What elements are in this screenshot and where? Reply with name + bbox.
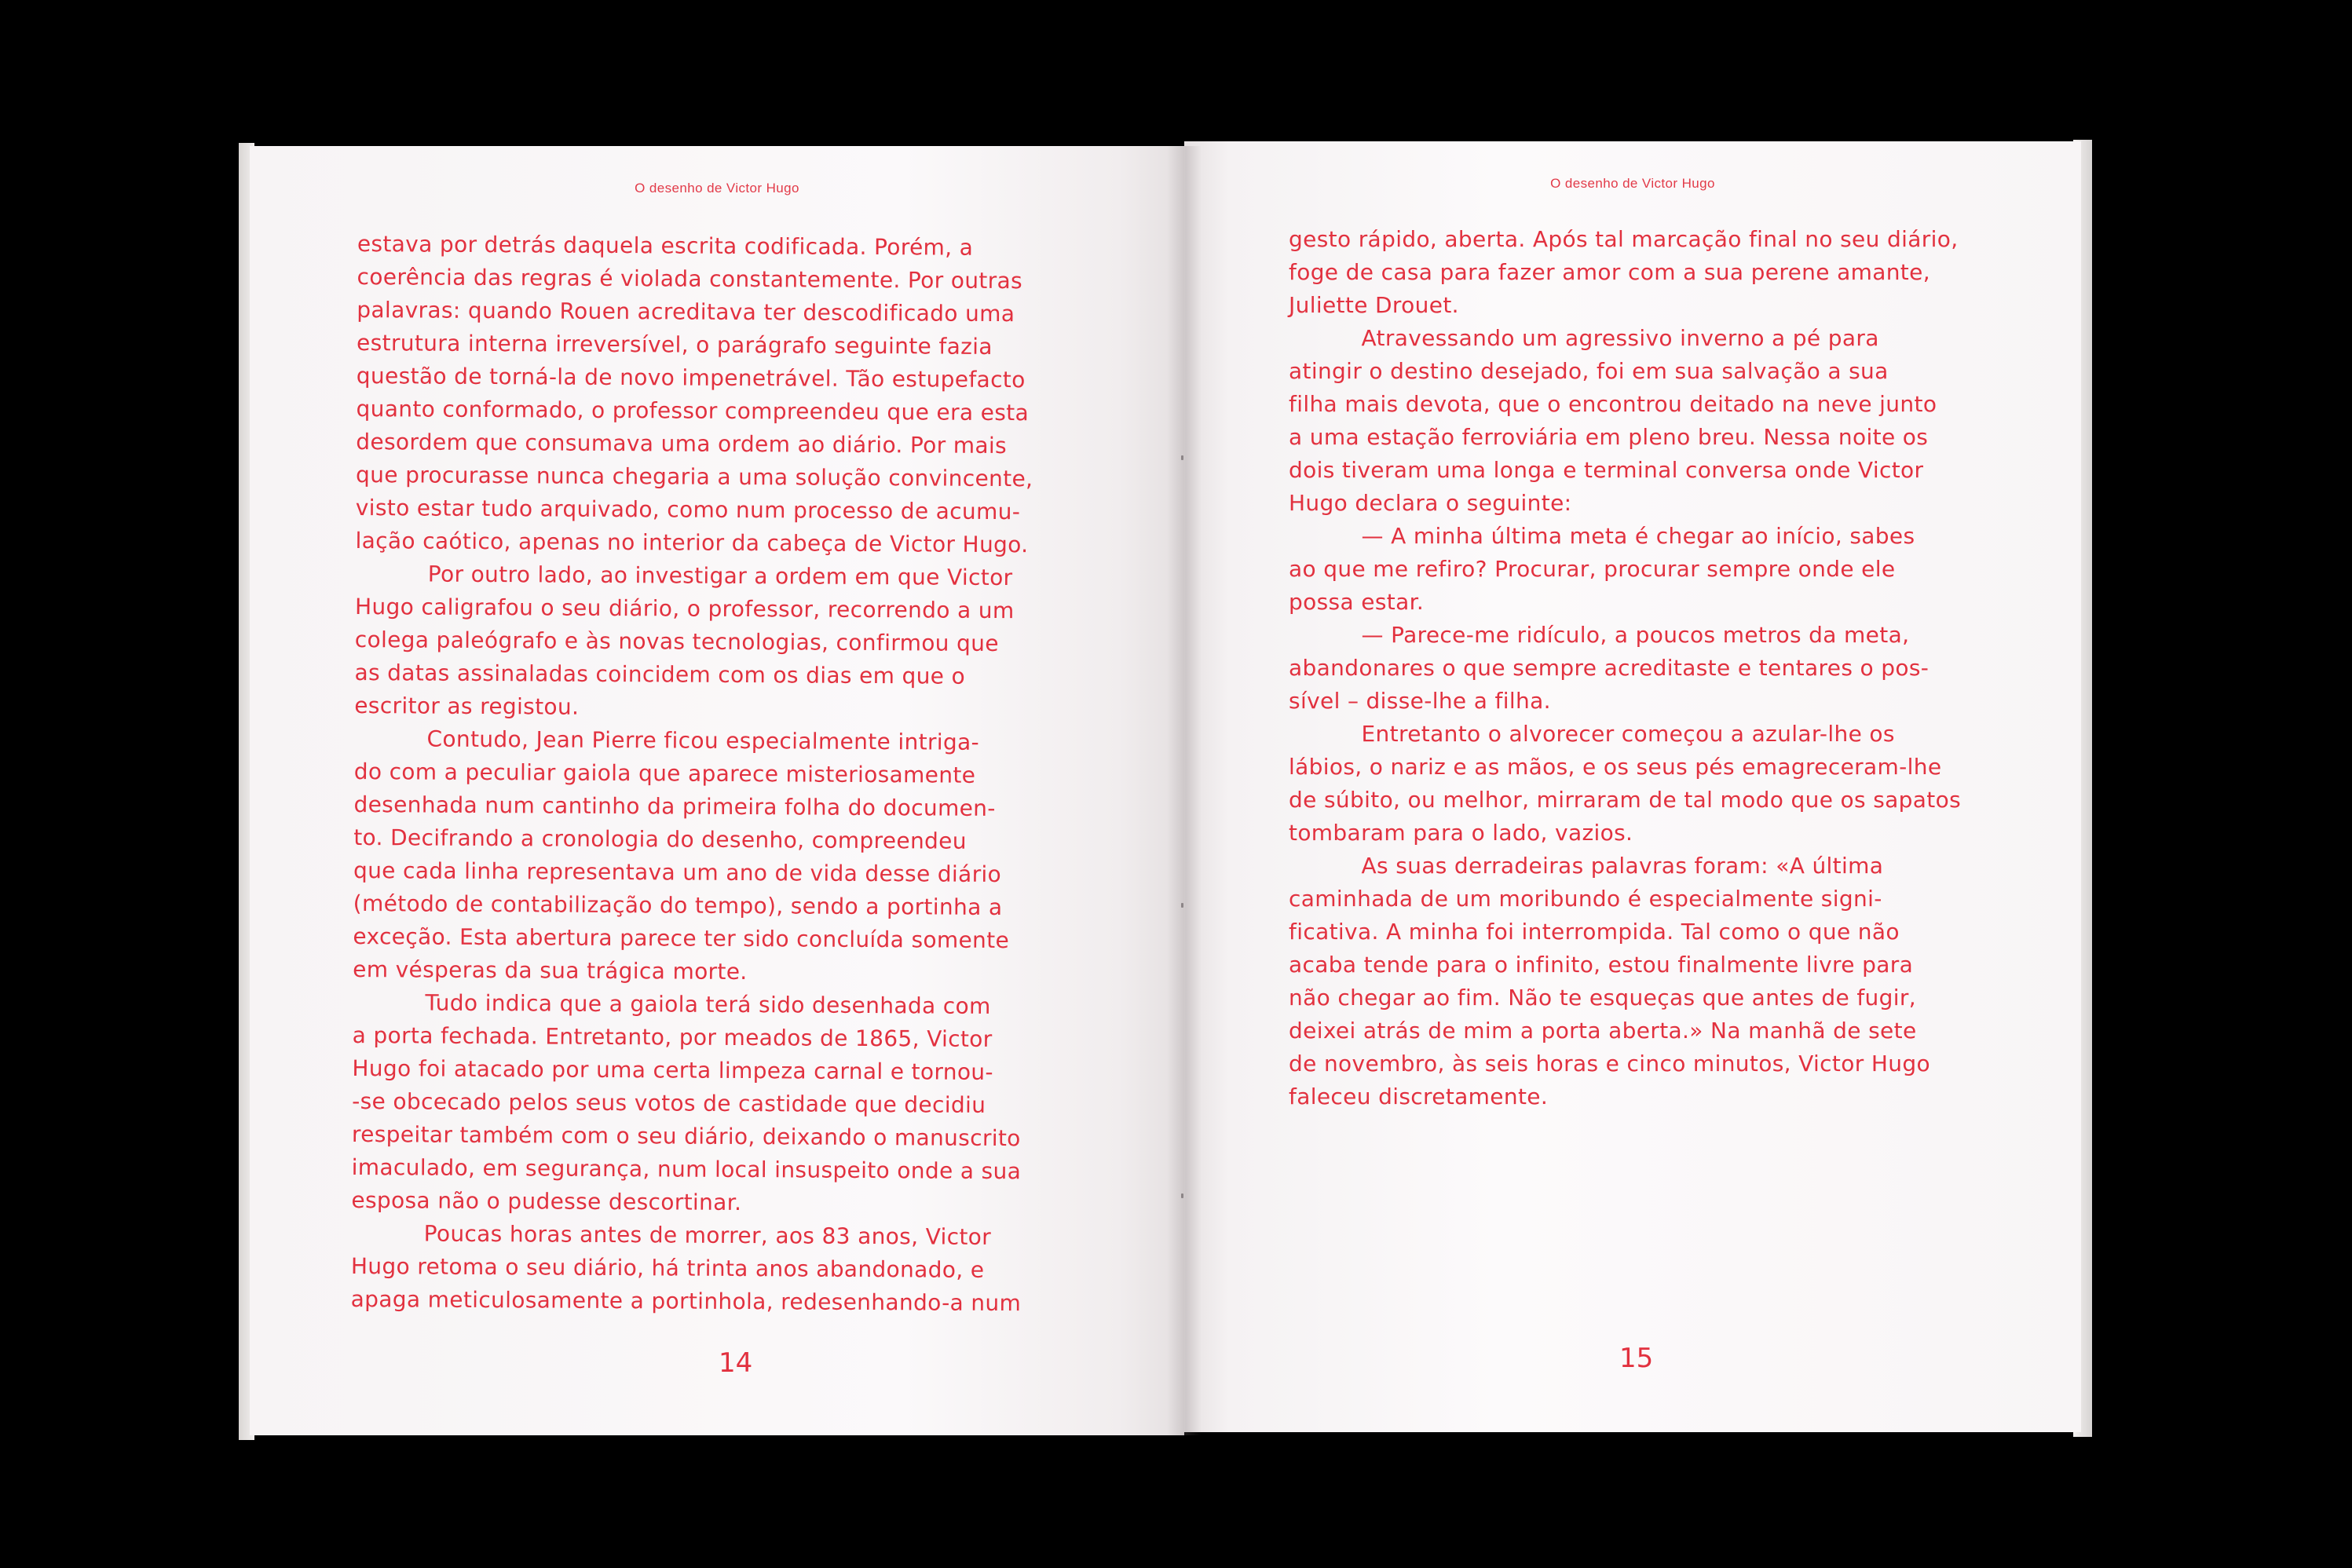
text-line: esposa não o pudesse descortinar. xyxy=(351,1186,742,1216)
text-line: dois tiveram uma longa e terminal conversa onde Victor xyxy=(1289,457,1924,483)
text-line: possa estar. xyxy=(1289,589,1425,615)
text-line: de novembro, às seis horas e cinco minutos, Victor Hugo xyxy=(1289,1051,1930,1076)
binding-stitch xyxy=(1181,455,1183,460)
left-running-head: O desenho de Victor Hugo xyxy=(635,181,799,196)
right-body-text xyxy=(1289,223,1961,1113)
text-line: que procurasse nunca chegaria a uma solução convincente, xyxy=(355,461,1033,492)
text-line: -se obcecado pelos seus votos de castidade que decidiu xyxy=(352,1087,986,1118)
text-line: não chegar ao fim. Não te esqueças que antes de fugir, xyxy=(1289,985,1917,1011)
text-line: estava por detrás daquela escrita codificada. Porém, a xyxy=(357,230,974,261)
text-line: filha mais devota, que o encontrou deitado na neve junto xyxy=(1289,391,1937,417)
text-line: palavras: quando Rouen acreditava ter descodificado uma xyxy=(357,296,1015,327)
text-line: Atravessando um agressivo inverno a pé para xyxy=(1289,325,1879,351)
text-line: questão de torná-la de novo impenetrável. Tão estupefacto xyxy=(356,362,1026,393)
text-line: coerência das regras é violada constantemente. Por outras xyxy=(357,263,1023,294)
text-line: a porta fechada. Entretanto, por meados de 1865, Victor xyxy=(352,1022,993,1052)
book-gutter xyxy=(1167,146,1202,1435)
text-line: visto estar tudo arquivado, como num processo de acumu- xyxy=(355,494,1021,525)
text-line: apaga meticulosamente a portinhola, redesenhando-a num xyxy=(350,1285,1022,1317)
text-line: em vésperas da sua trágica morte. xyxy=(353,956,748,985)
text-line: Hugo declara o seguinte: xyxy=(1289,490,1572,516)
text-line: que cada linha representava um ano de vida desse diário xyxy=(353,857,1002,888)
text-line: lação caótico, apenas no interior da cabeça de Victor Hugo. xyxy=(355,527,1029,558)
text-line: do com a peculiar gaiola que aparece misteriosamente xyxy=(353,758,976,788)
text-line: caminhada de um moribundo é especialmente signi- xyxy=(1289,886,1882,912)
text-line: ao que me refiro? Procurar, procurar sempre onde ele xyxy=(1289,556,1896,582)
text-line: Tudo indica que a gaiola terá sido desenhada com xyxy=(352,989,991,1019)
left-body-text xyxy=(351,228,1035,1320)
text-line: quanto conformado, o professor compreendeu que era esta xyxy=(356,395,1030,426)
text-line: desordem que consumava uma ordem ao diário. Por mais xyxy=(356,428,1008,459)
text-line: Entretanto o alvorecer começou a azular-lhe os xyxy=(1289,721,1895,747)
text-line: foge de casa para fazer amor com a sua perene amante, xyxy=(1289,259,1930,285)
right-running-head: O desenho de Victor Hugo xyxy=(1550,176,1715,191)
text-line: escritor as registou. xyxy=(354,692,580,720)
text-line: Por outro lado, ao investigar a ordem em que Victor xyxy=(355,560,1013,591)
text-line: respeitar também com o seu diário, deixando o manuscrito xyxy=(351,1120,1021,1152)
text-line: gesto rápido, aberta. Após tal marcação final no seu diário, xyxy=(1289,226,1959,252)
text-line: Contudo, Jean Pierre ficou especialmente intriga- xyxy=(353,725,980,755)
text-line: Hugo retoma o seu diário, há trinta anos abandonado, e xyxy=(350,1252,985,1283)
text-line: Hugo caligrafou o seu diário, o professor, recorrendo a um xyxy=(354,593,1015,624)
text-line: — A minha última meta é chegar ao início, sabes xyxy=(1289,523,1915,549)
text-line: to. Decifrando a cronologia do desenho, compreendeu xyxy=(353,824,967,854)
text-line: estrutura interna irreversível, o parágrafo seguinte fazia xyxy=(357,329,993,360)
binding-stitch xyxy=(1181,1193,1183,1198)
right-page-number: 15 xyxy=(1619,1343,1654,1374)
text-line: atingir o destino desejado, foi em sua salvação a sua xyxy=(1289,358,1889,384)
left-page-number: 14 xyxy=(719,1347,753,1379)
right-page xyxy=(1184,141,2081,1432)
text-line: tombaram para o lado, vazios. xyxy=(1289,820,1633,846)
text-line: exceção. Esta abertura parece ter sido concluída somente xyxy=(353,923,1010,954)
text-line: — Parece-me ridículo, a poucos metros da meta, xyxy=(1289,622,1910,648)
text-line: a uma estação ferroviária em pleno breu. Nessa noite os xyxy=(1289,424,1929,450)
text-line: (método de contabilização do tempo), sendo a portinha a xyxy=(353,890,1003,921)
text-line: abandonares o que sempre acreditaste e tentares o pos- xyxy=(1289,655,1930,681)
text-line: faleceu discretamente. xyxy=(1289,1084,1549,1109)
text-line: colega paleógrafo e às novas tecnologias, confirmou que xyxy=(354,626,999,656)
text-line: Juliette Drouet. xyxy=(1289,292,1459,318)
text-line: deixei atrás de mim a porta aberta.» Na manhã de sete xyxy=(1289,1018,1917,1044)
text-line: lábios, o nariz e as mãos, e os seus pés emagreceram-lhe xyxy=(1289,754,1942,780)
left-page xyxy=(250,146,1184,1435)
text-line: acaba tende para o infinito, estou finalmente livre para xyxy=(1289,952,1914,978)
text-line: Poucas horas antes de morrer, aos 83 anos, Victor xyxy=(351,1219,992,1250)
text-line: Hugo foi atacado por uma certa limpeza carnal e tornou- xyxy=(352,1054,994,1085)
text-line: As suas derradeiras palavras foram: «A última xyxy=(1289,853,1884,879)
text-line: as datas assinaladas coincidem com os dias em que o xyxy=(354,659,966,689)
text-line: imaculado, em segurança, num local insuspeito onde a sua xyxy=(351,1153,1022,1185)
text-line: sível – disse-lhe a filha. xyxy=(1289,688,1551,714)
text-line: de súbito, ou melhor, mirraram de tal modo que os sapatos xyxy=(1289,787,1962,813)
text-line: desenhada num cantinho da primeira folha do documen- xyxy=(353,791,996,821)
binding-stitch xyxy=(1181,903,1183,908)
text-line: ficativa. A minha foi interrompida. Tal como o que não xyxy=(1289,919,1900,945)
